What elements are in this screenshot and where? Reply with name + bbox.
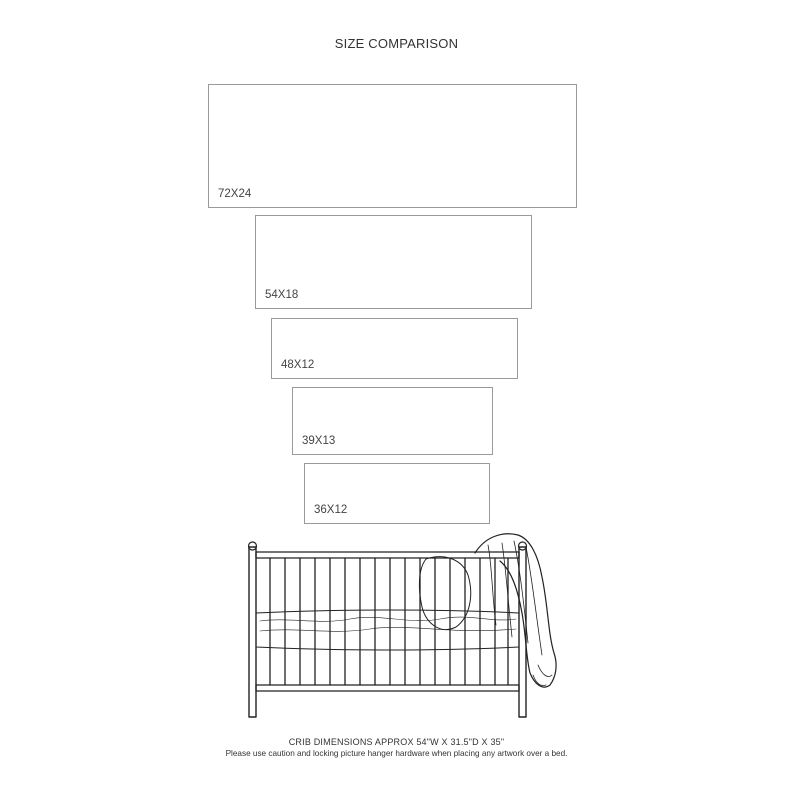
crib-dimensions-text: CRIB DIMENSIONS APPROX 54"W X 31.5"D X 35" [288,737,505,747]
size-label-48x12: 48X12 [281,359,315,371]
frame-72x24 [208,84,577,208]
size-label-72x24: 72X24 [218,188,252,200]
frame-36x12 [304,463,490,524]
size-label-36x12: 36X12 [314,504,348,516]
safety-note-text: Please use caution and locking picture hanger hardware when placing any artwork over a bed. [225,749,568,758]
frame-48x12 [271,318,518,379]
page-title: SIZE COMPARISON [334,36,459,51]
frame-54x18 [255,215,532,309]
pillow-shape [419,557,470,630]
blanket-drape [475,534,556,687]
size-label-54x18: 54X18 [265,289,299,301]
size-label-39x13: 39X13 [302,435,336,447]
crib-illustration [230,525,570,725]
frame-39x13 [292,387,493,455]
